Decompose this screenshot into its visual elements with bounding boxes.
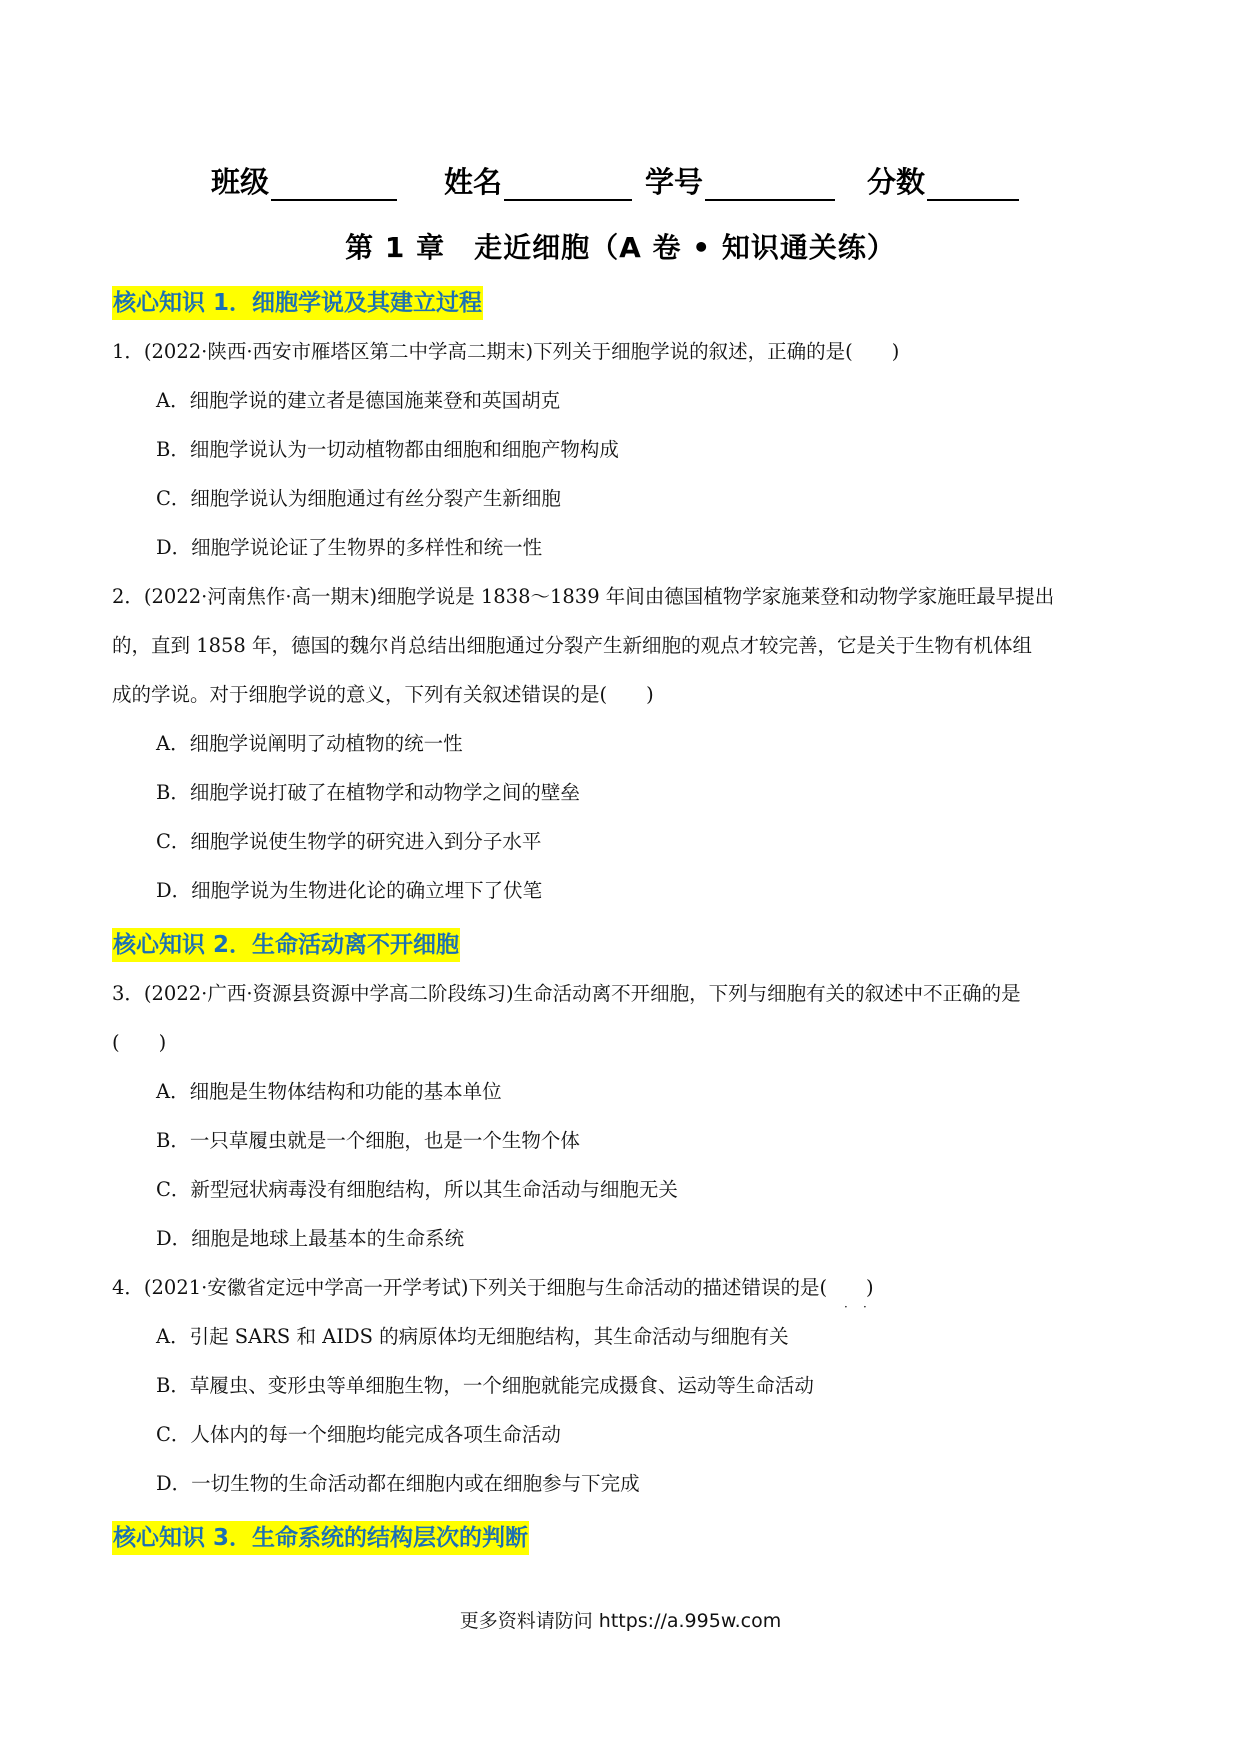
emphasis-dot: ·: [863, 1300, 867, 1314]
student-id-label: 学号: [645, 165, 704, 199]
question-4-option-b: B．草履虫、变形虫等单细胞生物，一个细胞就能完成摄食、运动等生命活动: [156, 1374, 814, 1397]
name-field: [444, 160, 632, 201]
question-2-option-b: B．细胞学说打破了在植物学和动物学之间的壁垒: [156, 781, 580, 804]
question-3-option-b: B．一只草履虫就是一个细胞，也是一个生物个体: [156, 1129, 580, 1152]
question-3-line-2: ( ): [112, 1031, 167, 1054]
question-4-option-c: C．人体内的每一个细胞均能完成各项生命活动: [156, 1423, 561, 1446]
question-4-option-a: A．引起 SARS 和 AIDS 的病原体均无细胞结构，其生命活动与细胞有关: [156, 1325, 789, 1348]
question-2-option-a: A．细胞学说阐明了动植物的统一性: [156, 732, 463, 755]
question-1-option-b: B．细胞学说认为一切动植物都由细胞和细胞产物构成: [156, 438, 619, 461]
name-blank[interactable]: [504, 169, 632, 201]
footer-link-text: 更多资料请防问 https://a.995w.com: [459, 1610, 782, 1632]
section-heading-1: 核心知识 1．细胞学说及其建立过程: [112, 286, 483, 320]
student-id-field: [645, 160, 835, 201]
question-1-line-1: 1．(2022·陕西·西安市雁塔区第二中学高二期末)下列关于细胞学说的叙述，正确的是( ): [112, 340, 900, 363]
question-2-option-c: C．细胞学说使生物学的研究进入到分子水平: [156, 830, 542, 853]
student-info-line: [211, 160, 1131, 204]
question-4-line-1: 4．(2021·安徽省定远中学高一开学考试)下列关于细胞与生命活动的描述错误的是( ): [112, 1276, 874, 1299]
score-blank[interactable]: [927, 169, 1019, 201]
question-3-line-1: 3．(2022·广西·资源县资源中学高二阶段练习)生命活动离不开细胞，下列与细胞有关的叙述中不正确的是: [112, 982, 1021, 1005]
question-1-option-a: A．细胞学说的建立者是德国施莱登和英国胡克: [156, 389, 561, 412]
question-4-option-d: D．一切生物的生命活动都在细胞内或在细胞参与下完成: [156, 1472, 640, 1495]
question-3-option-c: C．新型冠状病毒没有细胞结构，所以其生命活动与细胞无关: [156, 1178, 678, 1201]
chapter-title: 第 1 章 走近细胞（A 卷 • 知识通关练）: [345, 231, 896, 264]
class-field: [211, 160, 397, 201]
question-2-line-3: 成的学说。对于细胞学说的意义，下列有关叙述错误的是( ): [112, 683, 654, 706]
score-field: [867, 160, 1019, 201]
student-id-blank[interactable]: [705, 169, 835, 201]
section-heading-2: 核心知识 2．生命活动离不开细胞: [112, 928, 460, 962]
question-2-option-d: D．细胞学说为生物进化论的确立埋下了伏笔: [156, 879, 543, 902]
name-label: 姓名: [444, 165, 503, 199]
question-3-option-d: D．细胞是地球上最基本的生命系统: [156, 1227, 465, 1250]
section-heading-3: 核心知识 3．生命系统的结构层次的判断: [112, 1521, 529, 1555]
emphasis-dot: ·: [844, 1300, 848, 1314]
question-2-line-2: 的，直到 1858 年，德国的魏尔肖总结出细胞通过分裂产生新细胞的观点才较完善，它是关于生物有机体组: [112, 634, 1033, 657]
class-blank[interactable]: [271, 169, 397, 201]
question-1-option-d: D．细胞学说论证了生物界的多样性和统一性: [156, 536, 543, 559]
question-1-option-c: C．细胞学说认为细胞通过有丝分裂产生新细胞: [156, 487, 561, 510]
class-label: 班级: [211, 165, 270, 199]
score-label: 分数: [867, 165, 926, 199]
question-3-option-a: A．细胞是生物体结构和功能的基本单位: [156, 1080, 502, 1103]
question-2-line-1: 2．(2022·河南焦作·高一期末)细胞学说是 1838～1839 年间由德国植物学家施莱登和动物学家施旺最早提出: [112, 585, 1055, 608]
